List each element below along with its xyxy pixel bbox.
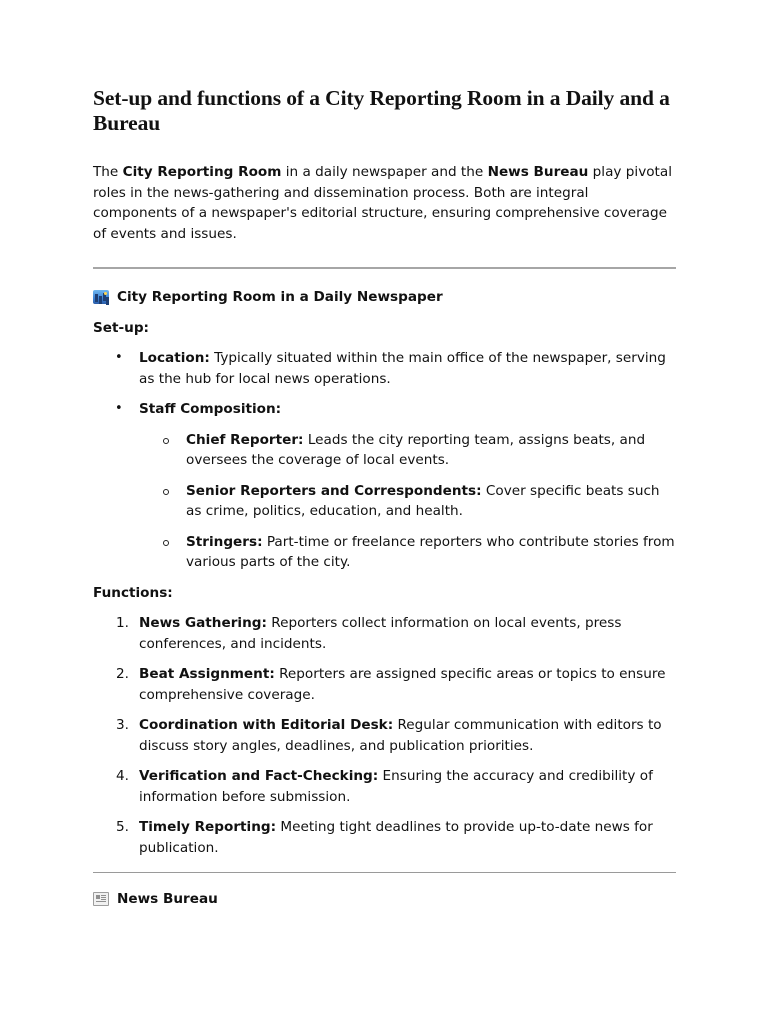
section-divider xyxy=(93,872,676,873)
staff-item-label: Chief Reporter: xyxy=(186,431,304,448)
staff-item-text: Leads the city reporting team, assigns beats, and oversees the coverage of local events. xyxy=(186,431,646,468)
staff-item-chief-reporter xyxy=(139,430,676,471)
function-item-news-gathering xyxy=(93,613,676,654)
intro-term-news-bureau: News Bureau xyxy=(487,164,589,180)
section-divider xyxy=(93,267,676,269)
intro-suffix: play pivotal roles in the news-gathering and dissemination process. Both are integral components of a newspaper's editorial structure, ensuring comprehensive coverage of events and issues. xyxy=(93,164,672,242)
function-label: Verification and Fact-Checking: xyxy=(139,768,379,784)
staff-item-stringers xyxy=(139,532,676,573)
section-heading-city-reporting-room xyxy=(93,287,676,308)
staff-item-text: Cover specific beats such as crime, politics, education, and health. xyxy=(186,482,660,519)
setup-item-staff-composition xyxy=(93,399,676,573)
functions-label: Functions: xyxy=(93,584,173,601)
function-label: Coordination with Editorial Desk: xyxy=(139,717,394,733)
staff-item-label: Stringers: xyxy=(186,533,263,550)
setup-label: Set-up: xyxy=(93,319,149,336)
function-text: Reporters collect information on local events, press conferences, and incidents. xyxy=(139,615,622,652)
section-heading-news-bureau xyxy=(93,889,676,910)
function-number: 4. xyxy=(116,768,129,784)
setup-item-location xyxy=(93,348,676,389)
intro-paragraph xyxy=(93,162,676,244)
intro-prefix: The xyxy=(93,164,123,180)
staff-item-label: Senior Reporters and Correspondents: xyxy=(186,482,482,499)
function-number: 2. xyxy=(116,666,129,682)
setup-item-text: Typically situated within the main office of the newspaper, serving as the hub for local news operations. xyxy=(139,350,666,387)
function-item-beat-assignment xyxy=(93,664,676,705)
staff-list xyxy=(139,430,676,573)
function-number: 5. xyxy=(116,819,129,835)
function-label: Beat Assignment: xyxy=(139,666,275,682)
function-item-timely-reporting xyxy=(93,817,676,858)
function-number: 3. xyxy=(116,717,129,733)
setup-item-label: Location: xyxy=(139,350,210,366)
function-item-verification xyxy=(93,766,676,807)
section-heading-text: City Reporting Room in a Daily Newspaper xyxy=(117,289,443,305)
function-text: Regular communication with editors to discuss story angles, deadlines, and publication priorities. xyxy=(139,717,662,754)
function-text: Ensuring the accuracy and credibility of information before submission. xyxy=(139,768,653,805)
function-text: Meeting tight deadlines to provide up-to-date news for publication. xyxy=(139,819,653,856)
setup-item-label: Staff Composition: xyxy=(139,401,282,417)
staff-item-senior-reporters xyxy=(139,481,676,522)
document-page xyxy=(93,86,676,920)
document-title: Set-up and functions of a City Reporting Room in a Daily and a Bureau xyxy=(93,86,670,135)
functions-list xyxy=(93,613,676,858)
function-text: Reporters are assigned specific areas or topics to ensure comprehensive coverage. xyxy=(139,666,666,703)
function-number: 1. xyxy=(116,615,129,631)
intro-middle: in a daily newspaper and the xyxy=(281,164,488,180)
cityscape-icon xyxy=(93,290,109,304)
section-heading-text: News Bureau xyxy=(117,891,218,907)
function-label: Timely Reporting: xyxy=(139,819,277,835)
function-item-coordination xyxy=(93,715,676,756)
intro-term-city-reporting-room: City Reporting Room xyxy=(122,164,282,180)
setup-list xyxy=(93,348,676,573)
newspaper-icon xyxy=(93,892,109,906)
function-label: News Gathering: xyxy=(139,615,267,631)
staff-item-text: Part-time or freelance reporters who contribute stories from various parts of the city. xyxy=(186,533,675,570)
